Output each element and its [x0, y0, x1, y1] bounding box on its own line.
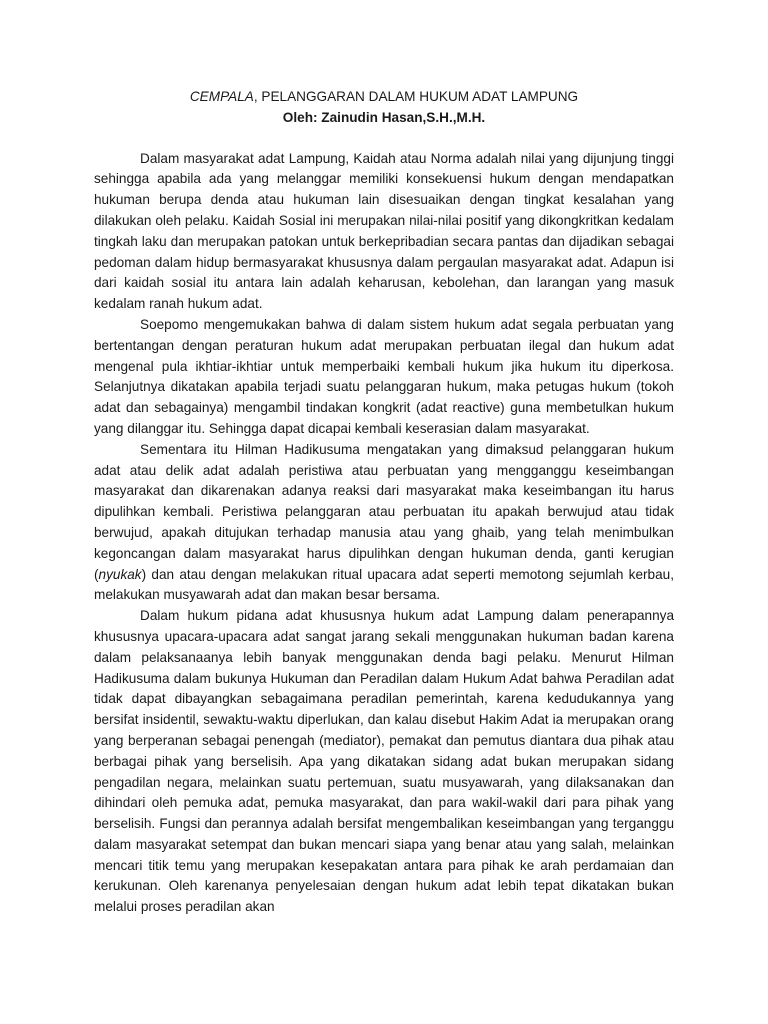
document-author: Oleh: Zainudin Hasan,S.H.,M.H.	[282, 109, 486, 125]
paragraph-3	[94, 440, 674, 606]
title-text: , PELANGGARAN DALAM HUKUM ADAT LAMPUNG	[253, 89, 579, 104]
paragraph-3-italic-term: nyukak	[98, 566, 142, 582]
paragraph-2: Soepomo mengemukakan bahwa di dalam sistem hukum adat segala perbuatan yang bertentangan dengan peraturan hukum adat merupakan perbuatan ilegal dan hukum adat mengenal pula ikhtiar-ikhtiar untuk memperbaiki kembali hukum jika hukum itu diperkosa. Selanjutnya dikatakan apabila terjadi suatu pelanggaran hukum, maka petugas hukum (tokoh adat dan sebagainya) mengambil tindakan kongkrit (adat reactive) guna membetulkan hukum yang dilanggar itu. Sehingga dapat dicapai kembali keserasian dalam masyarakat.	[94, 316, 674, 436]
paragraph-4: Dalam hukum pidana adat khususnya hukum adat Lampung dalam penerapannya khususnya upacara-upacara adat sangat jarang sekali menggunakan hukuman badan karena dalam pelaksanaanya lebih banyak menggunakan denda bagi pelaku. Menurut Hilman Hadikusuma dalam bukunya Hukuman dan Peradilan dalam Hukum Adat bahwa Peradilan adat tidak dapat dibayangkan sebagaimana peradilan pemerintah, karena kedudukannya yang bersifat insidentil, sewaktu-waktu diperlukan, dan kalau disebut Hakim Adat ia merupakan orang yang berperanan sebagai penengah (mediator), pemakat dan pemutus diantara dua pihak atau berbagai pihak yang berselisih. Apa yang dikatakan sidang adat bukan merupakan sidang pengadilan negara, melainkan suatu pertemuan, suatu musyawarah, yang dilaksanakan dan dihindari oleh pemuka adat, pemuka masyarakat, dan para wakil-wakil dari para pihak yang berselisih. Fungsi dan perannya adalah bersifat mengembalikan keseimbangan yang terganggu dalam masyarakat setempat dan bukan mencari siapa yang benar atau yang salah, melainkan mencari titik temu yang merupakan kesepakatan antara para pihak ke arah perdamaian dan kerukunan. Oleh karenanya penyelesaian dengan hukum adat lebih tepat dikatakan bukan melalui proses peradilan akan	[94, 608, 674, 915]
paragraph-3-text-before: Sementara itu Hilman Hadikusuma mengatakan yang dimaksud pelanggaran hukum adat atau delik adat adalah peristiwa atau perbuatan yang mengganggu keseimbangan masyarakat dan dikarenakan adanya reaksi dari masyarakat maka keseimbangan itu harus dipulihkan kembali. Peristiwa pelanggaran atau perbuatan itu apakah berwujud atau tidak berwujud, apakah ditujukan terhadap manusia atau yang ghaib, yang telah menimbulkan kegoncangan dalam masyarakat harus dipulihkan dengan hukuman denda, ganti kerugian (	[94, 441, 674, 582]
title-italic-word: CEMPALA	[189, 89, 254, 104]
paragraph-1: Dalam masyarakat adat Lampung, Kaidah atau Norma adalah nilai yang dijunjung tinggi sehingga apabila ada yang melanggar memiliki konsekuensi hukum dengan mendapatkan hukuman berupa denda atau hukuman lain disesuaikan dengan tingkat kesalahan yang dilakukan oleh pelaku. Kaidah Sosial ini merupakan nilai-nilai positif yang dikongkritkan kedalam tingkah laku dan merupakan patokan untuk berkepribadian secara pantas dan dijadikan sebagai pedoman dalam hidup bermasyarakat khususnya dalam pergaulan masyarakat adat. Adapun isi dari kaidah sosial itu antara lain adalah keharusan, kebolehan, dan larangan yang masuk kedalam ranah hukum adat.	[94, 150, 674, 312]
paragraph-3-text-after: ) dan atau dengan melakukan ritual upacara adat seperti memotong sejumlah kerbau, melakukan musyawarah adat dan makan besar bersama.	[94, 566, 674, 603]
document-title	[94, 87, 674, 108]
document-body	[94, 87, 674, 918]
